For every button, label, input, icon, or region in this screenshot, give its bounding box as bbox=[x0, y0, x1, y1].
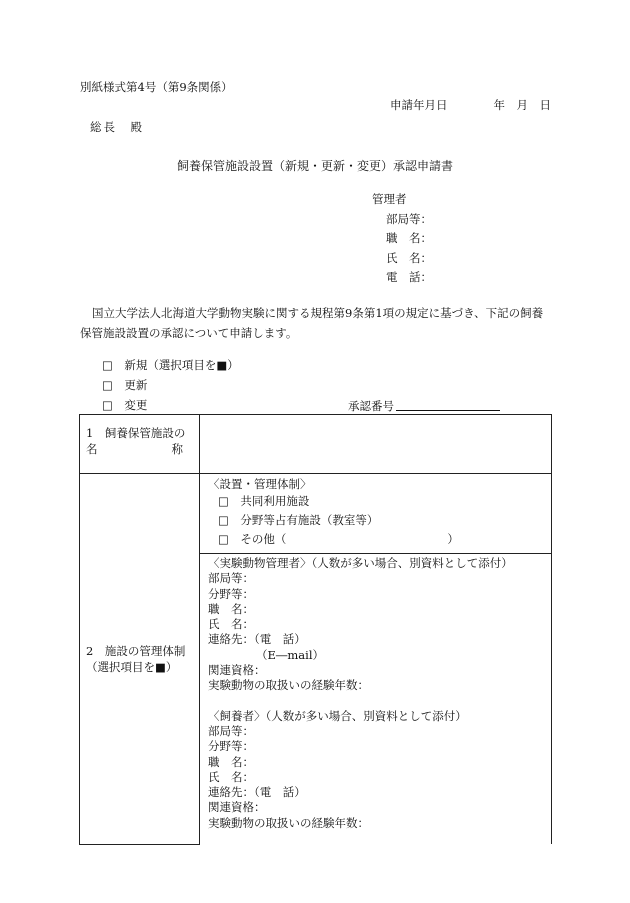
manager-block bbox=[372, 192, 432, 286]
animal-manager-email-field[interactable]: （E―mail） bbox=[256, 647, 325, 662]
approval-number bbox=[348, 398, 500, 415]
facility-name-input[interactable] bbox=[200, 415, 552, 474]
table-row-setup bbox=[80, 474, 552, 554]
checkbox-renewal[interactable]: □ 更新 bbox=[102, 378, 148, 392]
manager-department-field[interactable]: 部局等： bbox=[386, 211, 432, 226]
animal-manager-position-field[interactable]: 職 名： bbox=[208, 601, 254, 616]
checkbox-change[interactable]: □ 変更 bbox=[102, 398, 148, 412]
facility-name-label-cell bbox=[80, 415, 200, 474]
animal-manager-phone-field[interactable]: 連絡先：（電 話） bbox=[208, 632, 306, 647]
application-date-field[interactable]: 申請年月日 年 月 日 bbox=[390, 98, 551, 112]
checkbox-other-facility[interactable]: □ その他（ ） bbox=[218, 532, 459, 546]
animal-manager-division-field[interactable]: 分野等： bbox=[208, 586, 254, 601]
keeper-heading: 〈飼養者〉（人数が多い場合、別資料として添付） bbox=[208, 708, 467, 723]
animal-manager-qualification-field[interactable]: 関連資格： bbox=[208, 663, 266, 678]
animal-manager-name-field[interactable]: 氏 名： bbox=[208, 617, 254, 632]
keeper-department-field[interactable]: 部局等： bbox=[208, 723, 254, 738]
animal-manager-heading: 〈実験動物管理者〉（人数が多い場合、別資料として添付） bbox=[208, 556, 513, 570]
table-row-facility-name bbox=[80, 415, 552, 474]
form-number: 別紙様式第4号（第9条関係） bbox=[80, 80, 233, 94]
facility-name-label-left: 名 bbox=[86, 442, 98, 456]
checkbox-shared-facility[interactable]: □ 共同利用施設 bbox=[218, 494, 310, 508]
keeper-experience-field[interactable]: 実験動物の取扱いの経験年数： bbox=[208, 815, 369, 830]
application-table bbox=[79, 414, 552, 845]
setup-section bbox=[200, 474, 552, 554]
keeper-phone-field[interactable]: 連絡先：（電 話） bbox=[208, 785, 306, 800]
management-label-note: （選択項目を■） bbox=[86, 659, 178, 674]
animal-manager-experience-field[interactable]: 実験動物の取扱いの経験年数： bbox=[208, 678, 369, 693]
document-title: 飼養保管施設設置（新規・更新・変更）承認申請書 bbox=[176, 159, 453, 173]
manager-position-field[interactable]: 職 名： bbox=[386, 231, 432, 246]
management-label: 2 施設の管理体制 bbox=[86, 643, 186, 658]
keeper-name-field[interactable]: 氏 名： bbox=[208, 769, 254, 784]
management-label-cell bbox=[80, 474, 200, 845]
manager-phone-field[interactable]: 電 話： bbox=[386, 270, 432, 285]
personnel-section bbox=[200, 554, 552, 845]
keeper-position-field[interactable]: 職 名： bbox=[208, 754, 254, 769]
approval-number-field[interactable] bbox=[396, 398, 500, 411]
setup-heading: 〈設置・管理体制〉 bbox=[208, 477, 312, 491]
animal-manager-department-field[interactable]: 部局等： bbox=[208, 571, 254, 586]
keeper-qualification-field[interactable]: 関連資格： bbox=[208, 800, 266, 815]
approval-number-label: 承認番号 bbox=[348, 399, 394, 413]
manager-name-field[interactable]: 氏 名： bbox=[386, 250, 432, 265]
facility-name-label: 1 飼養保管施設の bbox=[86, 426, 186, 440]
manager-label: 管理者 bbox=[372, 192, 407, 206]
body-paragraph: 国立大学法人北海道大学動物実験に関する規程第9条第1項の規定に基づき、下記の飼養保管施設設置の承認について申請します。 bbox=[80, 306, 544, 340]
keeper-division-field[interactable]: 分野等： bbox=[208, 739, 254, 754]
checkbox-exclusive-facility[interactable]: □ 分野等占有施設（教室等） bbox=[218, 513, 379, 527]
checkbox-new[interactable]: □ 新規（選択項目を■） bbox=[102, 358, 239, 372]
addressee: 総長 殿 bbox=[90, 120, 144, 134]
facility-name-label-right: 称 bbox=[171, 442, 183, 456]
